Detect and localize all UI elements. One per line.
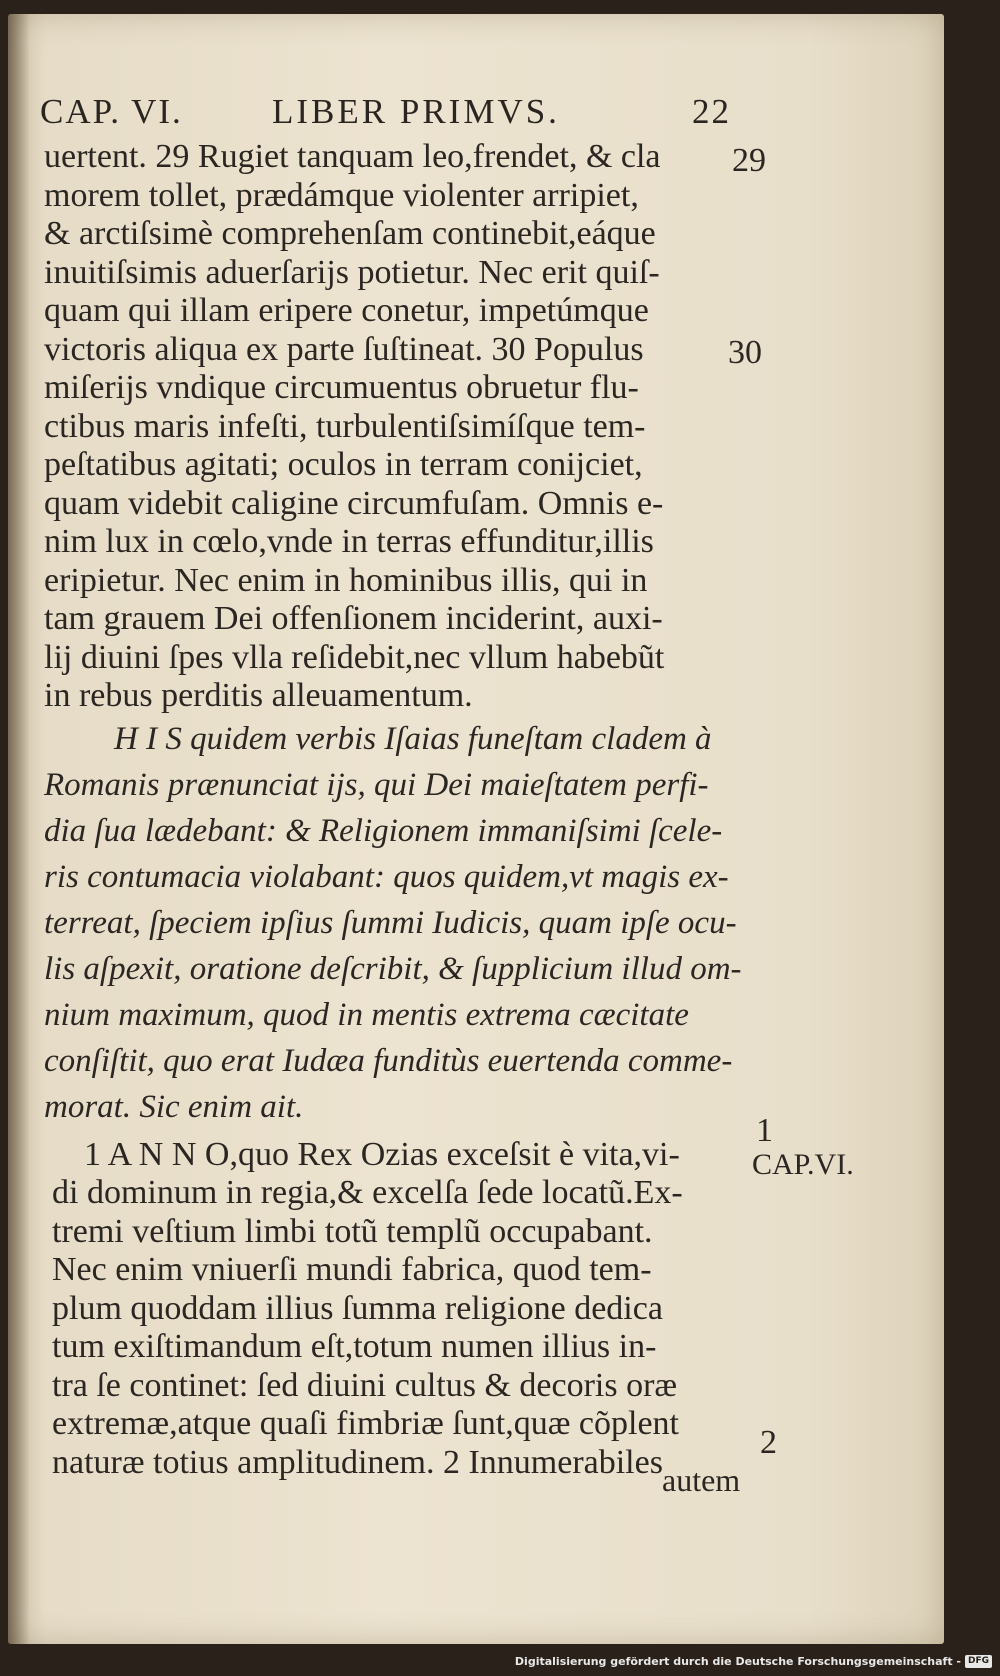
main-text xyxy=(44,138,744,1482)
book-page xyxy=(8,14,944,1644)
commentary-line: morat. Sic enim ait. xyxy=(44,1088,304,1125)
dfg-logo: DFG xyxy=(965,1655,992,1668)
text-line: in rebus perditis alleuamentum. xyxy=(44,677,473,714)
text-line: victoris aliqua ex parte ſuſtineat. 30 Populus xyxy=(44,330,644,368)
commentary-line: dia ſua lædebant: & Religionem immaniſsimi ſcele- xyxy=(44,812,723,849)
margin-verse-1: 1 xyxy=(756,1112,773,1149)
credit-text: Digitalisierung gefördert durch die Deutsche Forschungsgemeinschaft - xyxy=(514,1654,961,1668)
catchword: autem xyxy=(662,1462,741,1498)
text-line: quam qui illam eripere conetur, impetúmque xyxy=(44,292,649,329)
text-line: nim lux in cœlo,vnde in terras effunditur,illis xyxy=(44,523,654,560)
margin-verse-29: 29 xyxy=(732,142,766,179)
text-line: naturæ totius amplitudinem. 2 Innumerabiles xyxy=(52,1443,663,1481)
text-line: miſerijs vndique circumuentus obruetur flu- xyxy=(44,369,639,406)
text-line: inuitiſsimis aduerſarijs potietur. Nec erit quiſ- xyxy=(44,253,660,291)
header-book-title: LIBER PRIMVS. xyxy=(272,92,560,131)
commentary-line: conſiſtit, quo erat Iudæa funditùs euertenda comme- xyxy=(44,1042,733,1079)
text-line: plum quoddam illius ſumma religione dedica xyxy=(52,1289,663,1327)
text-line: 1 A N N O,quo Rex Ozias exceſsit è vita,vi- xyxy=(84,1135,680,1173)
commentary-line: Romanis prænunciat ijs, qui Dei maieſtatem perfi- xyxy=(44,766,709,803)
text-line: lij diuini ſpes vlla reſidebit,nec vllum habebũt xyxy=(44,638,665,676)
commentary-line: H I S quidem verbis Iſaias funeſtam cladem à xyxy=(114,720,712,757)
text-line: Nec enim vniuerſi mundi fabrica, quod tem- xyxy=(52,1251,652,1288)
text-line: uertent. 29 Rugiet tanquam leo,frendet, & cla xyxy=(44,138,661,175)
commentary-line: terreat, ſpeciem ipſius ſummi Iudicis, quam ipſe ocu- xyxy=(44,904,737,941)
text-line: tum exiſtimandum eſt,totum numen illius in- xyxy=(52,1328,657,1365)
text-line: quam videbit caligine circumfuſam. Omnis e- xyxy=(44,484,664,522)
commentary-line: lis aſpexit, oratione deſcribit, & ſupplicium illud om- xyxy=(44,950,742,987)
margin-verse-30: 30 xyxy=(728,334,762,371)
text-line: di dominum in regia,& excelſa ſede locatũ.Ex- xyxy=(52,1174,683,1211)
text-line: ctibus maris infeſti, turbulentiſsimíſque tem- xyxy=(44,407,646,445)
commentary-line: nium maximum, quod in mentis extrema cæcitate xyxy=(44,996,689,1033)
page-gutter-shadow xyxy=(8,14,30,1644)
header-chapter: CAP. VI. xyxy=(40,92,183,131)
margin-verse-2: 2 xyxy=(760,1424,777,1461)
text-line: tremi veſtium limbi totũ templũ occupabant. xyxy=(52,1212,653,1250)
text-line: tra ſe continet: ſed diuini cultus & decoris oræ xyxy=(52,1366,678,1404)
text-line: morem tollet, prædámque violenter arripiet, xyxy=(44,176,639,214)
margin-chapter-note: CAP.VI. xyxy=(752,1148,854,1181)
header-page-number: 22 xyxy=(692,92,731,131)
text-line: peſtatibus agitati; oculos in terram conijciet, xyxy=(44,446,643,483)
text-line: extremæ,atque quaſi fimbriæ ſunt,quæ cõplent xyxy=(52,1405,679,1442)
running-header xyxy=(40,92,740,136)
text-line: & arctiſsimè comprehenſam continebit,eáque xyxy=(44,215,656,252)
text-line: tam grauem Dei offenſionem inciderint, auxi- xyxy=(44,600,663,637)
digitization-credit xyxy=(515,1652,992,1670)
commentary-line: ris contumacia violabant: quos quidem,vt magis ex- xyxy=(44,858,729,895)
text-line: eripietur. Nec enim in hominibus illis, qui in xyxy=(44,561,648,599)
